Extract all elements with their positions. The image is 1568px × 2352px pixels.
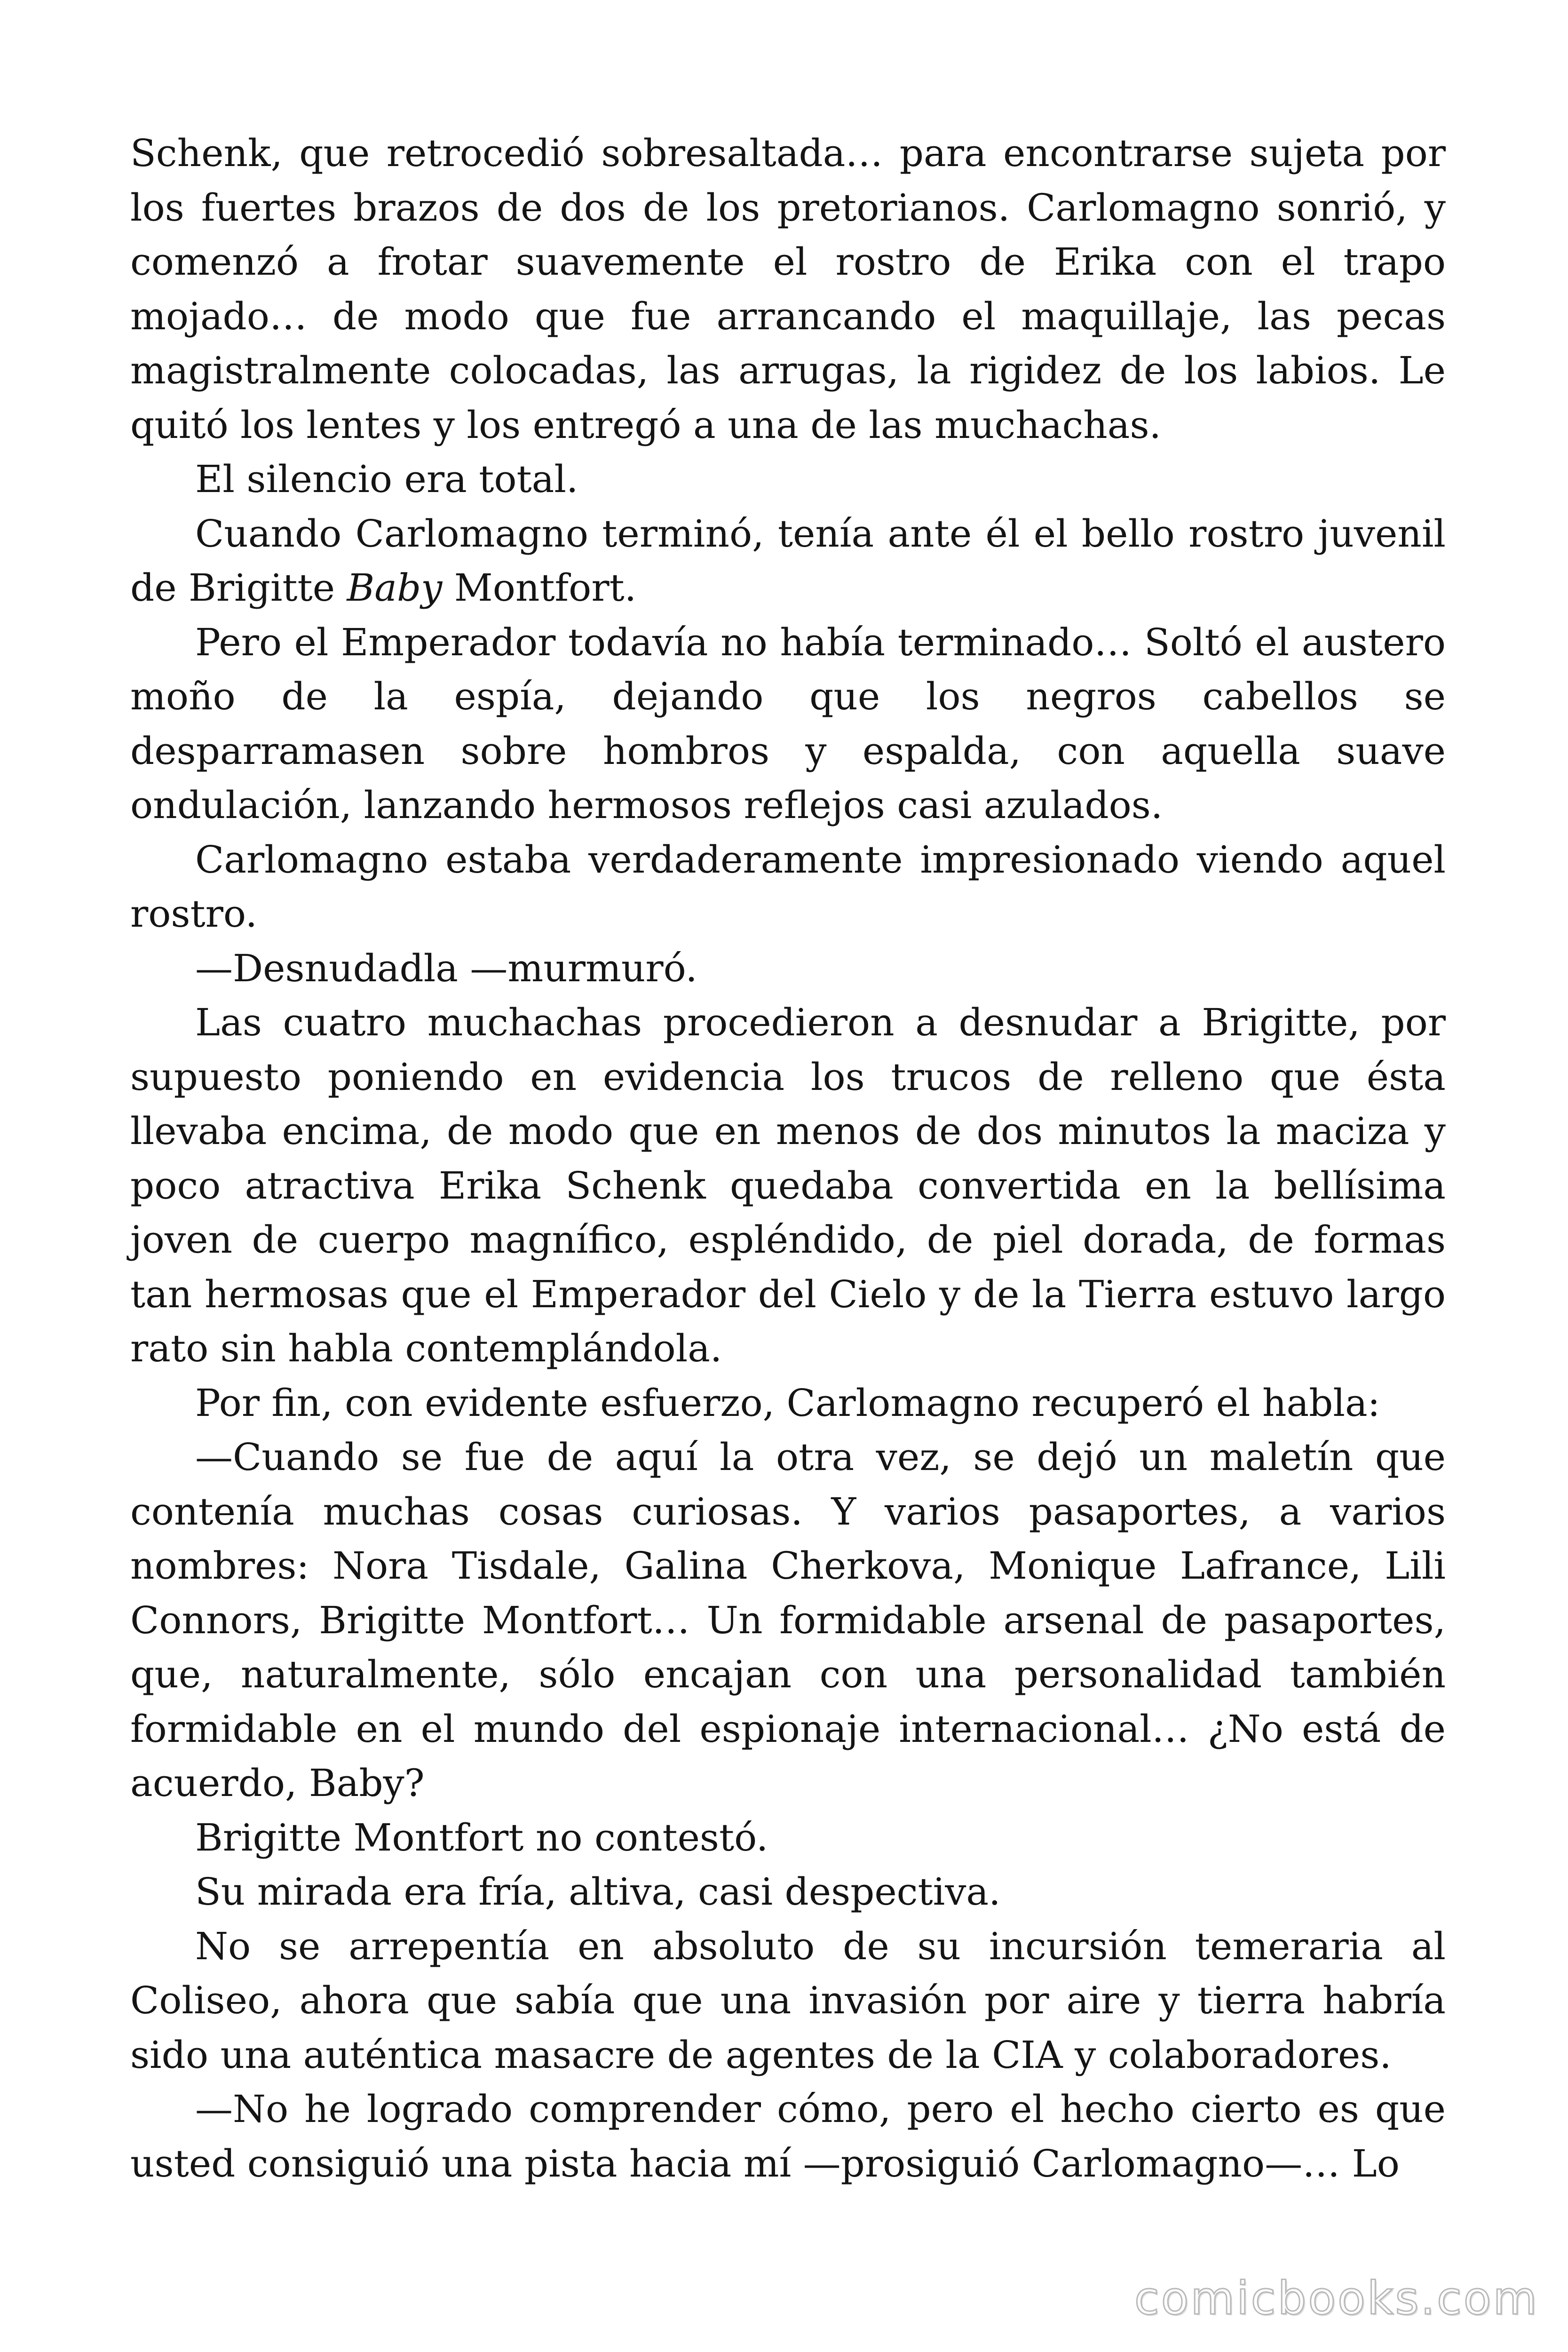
paragraph-1: Schenk, que retrocedió sobresaltada… para encontrarse sujeta por los fuertes brazos de dos de los pretorianos. Carlomagno sonrió, y comenzó a frotar suavemente el rostro de Erika con el trapo mojado… de modo que fue arrancando el maquillaje, las pecas magistralmente colocadas, las arrugas, la rigidez de los labios. Le quitó los lentes y los entregó a una de las muchachas. xyxy=(130,131,1446,447)
paragraph-10: Brigitte Montfort no contestó. xyxy=(195,1815,768,1859)
paragraph-3-text: Cuando Carlomagno terminó, tenía ante él el bello rostro juvenil de Brigitte xyxy=(130,511,1446,610)
paragraph-7: Las cuatro muchachas procedieron a desnudar a Brigitte, por supuesto poniendo en evidencia los trucos de relleno que ésta llevaba encima, de modo que en menos de dos minutos la maciza y poco atractiva Erika Schenk quedaba convertida en la bellísima joven de cuerpo magnífico, espléndido, de piel dorada, de formas tan hermosas que el Emperador del Cielo y de la Tierra estuvo largo rato sin habla contemplándola. xyxy=(130,1001,1446,1370)
paragraph-5: Carlomagno estaba verdaderamente impresionado viendo aquel rostro. xyxy=(130,837,1446,936)
paragraph-13: —No he logrado comprender cómo, pero el hecho cierto es que usted consiguió una pista hacia mí —prosiguió Carlomagno—… Lo xyxy=(130,2087,1446,2185)
paragraph-2: El silencio era total. xyxy=(195,457,578,501)
paragraph-3-text-end: Montfort. xyxy=(442,566,637,610)
paragraph-4: Pero el Emperador todavía no había terminado… Soltó el austero moño de la espía, dejando que los negros cabellos se desparramasen sobre hombros y espalda, con aquella suave ondulación, lanzando hermosos reflejos casi azulados. xyxy=(130,620,1446,827)
paragraph-9: —Cuando se fue de aquí la otra vez, se dejó un maletín que contenía muchas cosas curiosas. Y varios pasaportes, a varios nombres: Nora Tisdale, Galina Cherkova, Monique Lafrance, Lili Connors, Brigitte Montfort… Un formidable arsenal de pasaportes, que, naturalmente, sólo encajan con una personalidad también formidable en el mundo del espionaje internacional… ¿No está de acuerdo, Baby? xyxy=(130,1435,1446,1805)
paragraph-8: Por fin, con evidente esfuerzo, Carlomagno recuperó el habla: xyxy=(195,1381,1380,1425)
italic-nickname: Baby xyxy=(347,566,443,610)
paragraph-6: —Desnudadla —murmuró. xyxy=(195,946,697,990)
watermark-text: comicbooks.com xyxy=(1134,2272,1539,2325)
body-text xyxy=(130,126,1446,2191)
paragraph-3 xyxy=(130,507,1446,615)
paragraph-11: Su mirada era fría, altiva, casi despectiva. xyxy=(195,1870,1001,1914)
paragraph-12: No se arrepentía en absoluto de su incursión temeraria al Coliseo, ahora que sabía que una invasión por aire y tierra habría sido una auténtica masacre de agentes de la CIA y colaboradores. xyxy=(130,1924,1446,2077)
